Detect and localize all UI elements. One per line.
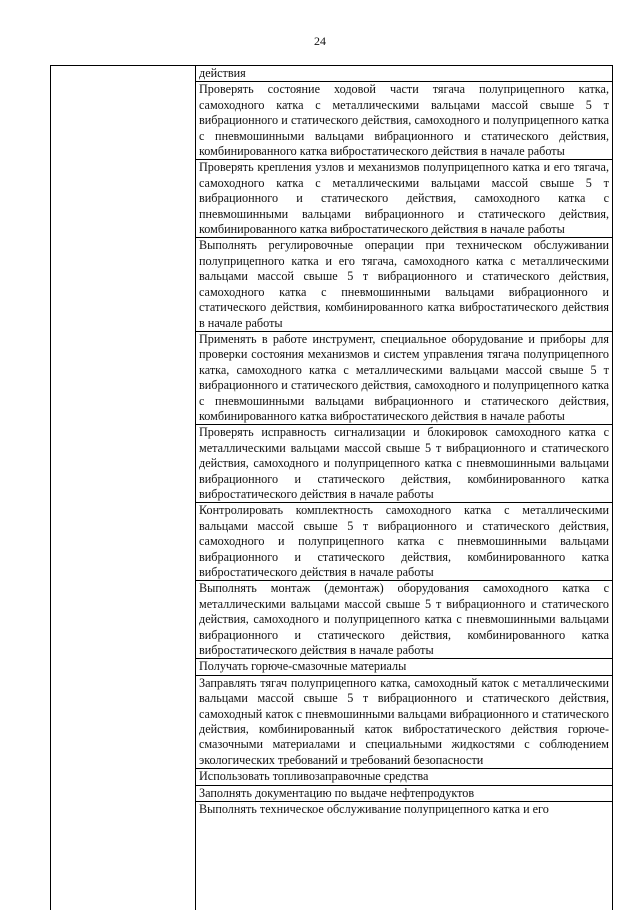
table-row: Проверять состояние ходовой части тягача полуприцепного катка, самоходного катка с металлическими вальцами массой свыше 5 т вибрационного и статического действия, самоходного и полуприцепного катка с пневмошинными вальцами вибрационного и статического действия, комбинированного катка вибростатического действия в начале работы xyxy=(196,82,612,160)
page-number: 24 xyxy=(314,34,326,48)
table-row: Проверять крепления узлов и механизмов полуприцепного катка и его тягача, самоходного катка с металлическими вальцами массой свыше 5 т вибрационного и статического действия, самоходного катка с пневмошинными вальцами вибрационного и статического действия, комбинированного катка вибростатического действия в начале работы xyxy=(196,160,612,238)
table-row: действия xyxy=(196,66,612,82)
table-row: Получать горюче-смазочные материалы xyxy=(196,659,612,675)
table-left-column xyxy=(51,66,196,910)
skills-table xyxy=(50,65,613,910)
table-row: Заполнять документацию по выдаче нефтепродуктов xyxy=(196,786,612,802)
table-row: Проверять исправность сигнализации и блокировок самоходного катка с металлическими вальцами массой свыше 5 т вибрационного и статического действия, самоходного и полуприцепного катка с пневмошинными вальцами вибрационного и статического действия, комбинированного катка вибростатического действия в начале работы xyxy=(196,425,612,503)
table-row: Выполнять техническое обслуживание полуприцепного катка и его xyxy=(199,802,549,817)
table-row: Выполнять регулировочные операции при техническом обслуживании полуприцепного катка и его тягача, самоходного катка с металлическими вальцами массой свыше 5 т вибрационного и статического действия, самоходного катка с пневмошинными вальцами вибрационного и статического действия, комбинированного катка вибростатического действия в начале работы xyxy=(196,238,612,331)
table-row: Контролировать комплектность самоходного катка с металлическими вальцами массой свыше 5 т вибрационного и статического действия, самоходного и полуприцепного катка с пневмошинными вальцами вибрационного и статического действия, комбинированного катка вибростатического действия в начале работы xyxy=(196,503,612,581)
table-right-column xyxy=(196,66,612,910)
table-row: Выполнять монтаж (демонтаж) оборудования самоходного катка с металлическими вальцами массой свыше 5 т вибрационного и статического действия, самоходного и полуприцепного катка с пневмошинными вальцами вибрационного и статического действия, комбинированного катка вибростатического действия в начале работы xyxy=(196,581,612,659)
table-row: Применять в работе инструмент, специальное оборудование и приборы для проверки состояния механизмов и систем управления тягача полуприцепного катка, самоходного катка с металлическими вальцами массой свыше 5 т вибрационного и статического действия, самоходного и полуприцепного катка с пневмошинными вальцами вибрационного и статического действия, комбинированного катка вибростатического действия в начале работы xyxy=(196,332,612,425)
table-row: Использовать топливозаправочные средства xyxy=(196,769,612,785)
table-row: Заправлять тягач полуприцепного катка, самоходный каток с металлическими вальцами массой свыше 5 т вибрационного и статического действия, самоходный каток с пневмошинными вальцами вибрационного и статического действия, комбинированный каток вибростатического действия горюче-смазочными материалами и специальными жидкостями с соблюдением экологических требований и требований безопасности xyxy=(196,676,612,769)
